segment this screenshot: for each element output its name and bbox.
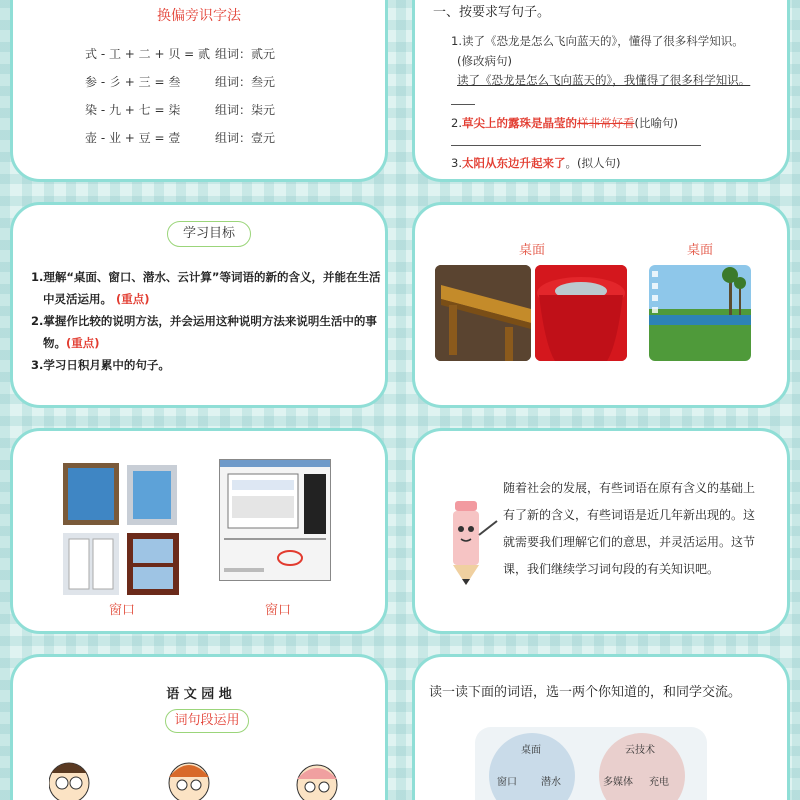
wooden-table-icon: [435, 265, 531, 361]
equation-row: [85, 45, 275, 62]
dialog-window-icon: [220, 460, 330, 580]
equation-row: [85, 101, 275, 118]
sentence-3-note: 。(拟人句): [565, 156, 621, 170]
goal-2-cont: [43, 335, 100, 351]
exercise-heading: 一、按要求写句子。: [433, 5, 551, 20]
slide-card-window[interactable]: [10, 428, 388, 634]
key-point-tag: (重点): [116, 292, 150, 306]
word-circles-panel: [475, 727, 707, 800]
sentence-number: 2.: [451, 116, 462, 130]
slide-title: 换偏旁识字法: [157, 8, 241, 24]
slide-card-sentences[interactable]: [412, 0, 790, 182]
word-item: 多媒体: [603, 777, 633, 788]
equation: 染 - 九 + 七 = 柒: [85, 103, 181, 117]
word-group: 组词：贰元: [215, 47, 276, 61]
software-window-screenshot: [219, 459, 331, 581]
key-point-tag: (重点): [66, 336, 100, 350]
sentence-3-subject: 太阳从东边升起来了: [461, 156, 566, 170]
equation: 式 - 工 + 二 + 贝 = 贰: [85, 47, 211, 61]
cartoon-kids: [49, 753, 349, 800]
word-item: 充电: [649, 777, 669, 788]
answer-line: [451, 145, 701, 146]
answer-line: [451, 104, 475, 105]
word-group: 组词：叁元: [215, 75, 276, 89]
word-item: 窗口: [497, 777, 517, 788]
label-window-left: 窗口: [109, 603, 136, 618]
goal-1: 1.理解“桌面、窗口、潜水、云计算”等词语的新的含义，并能在生活: [31, 270, 381, 284]
computer-desktop-image: [649, 265, 751, 361]
goals-pill: 学习目标: [167, 221, 251, 247]
sentence-2-subject: 草尖上的露珠是晶莹的: [461, 116, 577, 130]
sentence-3: [451, 155, 620, 171]
goal-1-text: 中灵活运用。: [43, 292, 112, 306]
instruction-text: 读一读下面的词语，选一两个你知道的，和同学交流。: [429, 685, 742, 700]
label-desktop-left: 桌面: [519, 243, 546, 258]
intro-paragraph: 随着社会的发展，有些词语在原有含义的基础上有了新的含义，有些词语是近几年新出现的。这就需要我们理解它们的意思，并灵活运用。这节课，我们继续学习词句段的有关知识吧。: [503, 481, 756, 576]
slide-card-vocabulary[interactable]: [412, 654, 790, 800]
word-item: 潜水: [541, 777, 561, 788]
pencil-mascot-icon: [443, 495, 499, 591]
slide-card-goals[interactable]: [10, 202, 388, 408]
goal-2: 2.掌握作比较的说明方法，并会运用这种说明方法来说明生活中的事: [31, 314, 377, 328]
sentence-number: 3.: [451, 156, 462, 170]
windows-illustration: [61, 461, 181, 597]
round-table-image: [535, 265, 627, 361]
word-group: 组词：柒元: [215, 103, 276, 117]
desktop-wallpaper-icon: [649, 265, 751, 361]
slide-card-intro[interactable]: [412, 428, 790, 634]
equation: 参 - 彡 + 三 = 叁: [85, 75, 181, 89]
cartoon-kids-icon: [49, 753, 349, 800]
label-window-right: 窗口: [265, 603, 292, 618]
section-title: 语 文 园 地: [166, 687, 232, 702]
sentence-1: 1.读了《恐龙是怎么飞向蓝天的》，懂得了很多科学知识。: [451, 34, 744, 48]
wooden-table-image: [435, 265, 531, 361]
equation-row: [85, 73, 275, 90]
word-item: 桌面: [521, 745, 541, 756]
slide-card-desktop[interactable]: [412, 202, 790, 408]
slide-card-literacy[interactable]: [10, 0, 388, 182]
word-item: 云技术: [625, 745, 655, 756]
word-group: 组词：壹元: [215, 131, 276, 145]
topic-pill: 词句段运用: [165, 709, 249, 733]
equation: 壶 - 业 + 豆 = 壹: [85, 131, 181, 145]
slide-card-chinese-garden[interactable]: [10, 654, 388, 800]
round-table-icon: [535, 265, 627, 361]
pencil-mascot: [443, 495, 499, 591]
goal-2-text: 物。: [43, 336, 66, 350]
sentence-2-note: (比喻句): [634, 116, 678, 130]
goal-1-cont: [43, 291, 150, 307]
label-desktop-right: 桌面: [687, 243, 714, 258]
window-frames-icon: [61, 461, 181, 597]
sentence-1-answer: 读了《恐龙是怎么飞向蓝天的》，我懂得了很多科学知识。: [457, 73, 751, 87]
sentence-2-middle: 样非常好看: [576, 116, 635, 130]
equation-row: [85, 129, 275, 146]
sentence-2: [451, 115, 678, 131]
sentence-1-note: (修改病句): [457, 54, 512, 68]
goal-3: 3.学习日积月累中的句子。: [31, 358, 170, 372]
